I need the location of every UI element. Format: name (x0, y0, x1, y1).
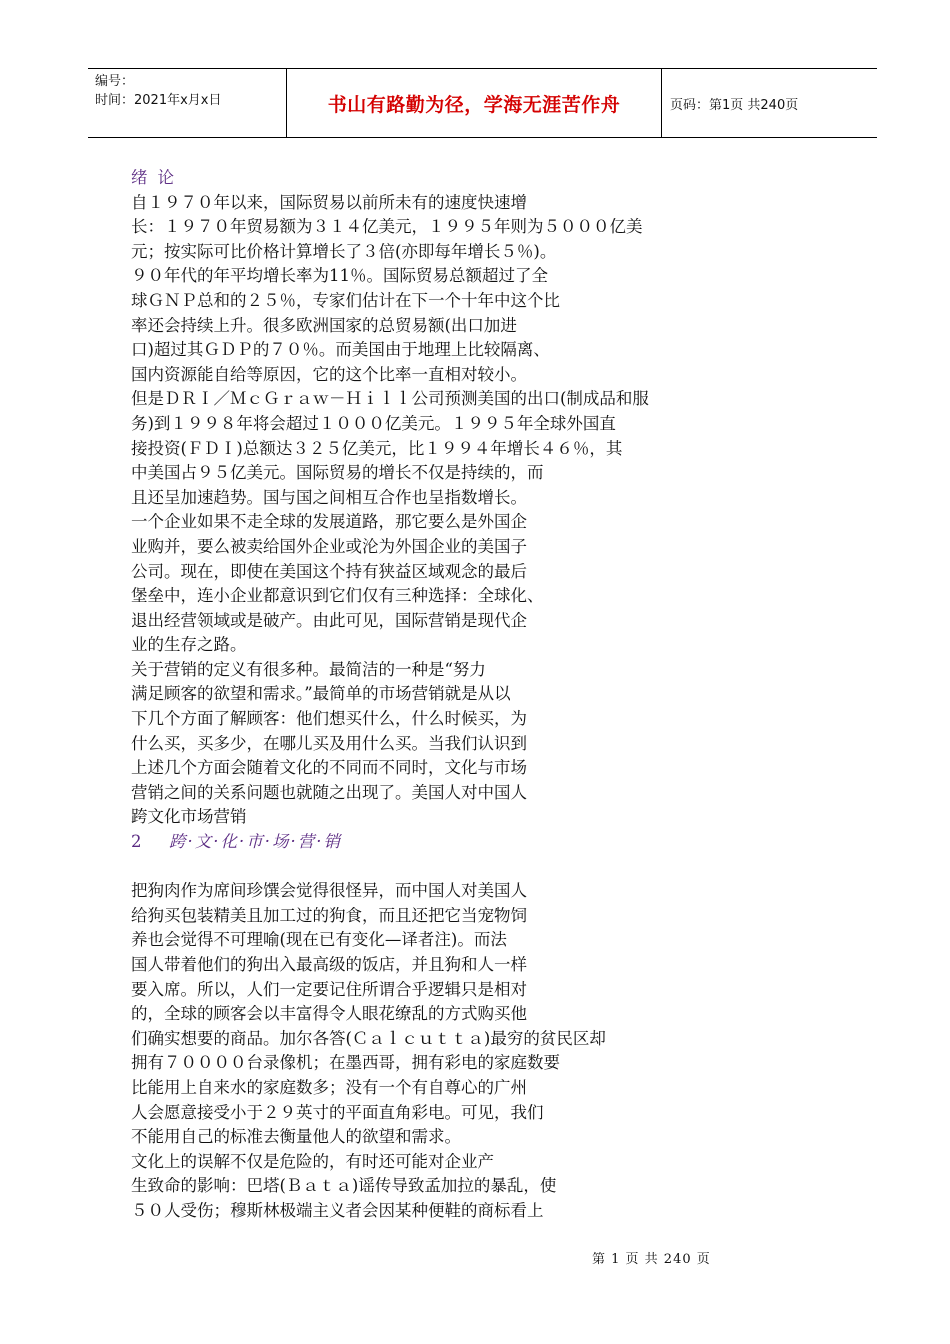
text-line: 比能用上自来水的家庭数多；没有一个有自尊心的广州 (131, 1077, 527, 1097)
page-header (88, 68, 877, 138)
text-line: 跨文化市场营销 (131, 807, 247, 827)
text-line: 国人带着他们的狗出入最高级的饭店，并且狗和人一样 (131, 955, 527, 974)
text-line: 长：１９７０年贸易额为３１４亿美元，１９９５年则为５０００亿美 (131, 217, 643, 237)
text-line: 把狗肉作为席间珍馔会觉得很怪异，而中国人对美国人 (131, 881, 527, 901)
document-body (131, 166, 831, 1224)
text-line: 业购并，要么被卖给国外企业或沦为外国企业的美国子 (131, 536, 527, 556)
blank-line (131, 855, 831, 880)
header-motto: 书山有路勤为径，学海无涯苦作舟 (287, 69, 662, 137)
date-label: 时间：2021年x月x日 (95, 93, 222, 108)
text-line: 堡垒中，连小企业都意识到它们仅有三种选择：全球化、 (131, 586, 544, 606)
text-line: 什么买，买多少，在哪儿买及用什么买。当我们认识到 (131, 733, 527, 753)
text-line: 不能用自己的标准去衡量他人的欲望和需求。 (131, 1127, 461, 1147)
text-line: 文化上的误解不仅是危险的，有时还可能对企业产 (131, 1151, 494, 1171)
text-line: 关于营销的定义有很多种。最简洁的一种是“努力 (131, 659, 486, 679)
header-meta (88, 69, 287, 137)
text-line: 率还会持续上升。很多欧洲国家的总贸易额(出口加进 (131, 315, 517, 335)
text-line: 满足顾客的欲望和需求。”最简单的市场营销就是从以 (131, 684, 511, 704)
text-line: 们确实想要的商品。加尔各答(Ｃａｌｃｕｔｔａ)最穷的贫民区却 (131, 1028, 606, 1048)
text-line: 要入席。所以，人们一定要记住所谓合乎逻辑只是相对 (131, 979, 527, 999)
text-line: 退出经营领域或是破产。由此可见，国际营销是现代企 (131, 610, 527, 630)
section-title: 跨·文·化·市·场·营·销 (169, 832, 342, 852)
text-line: 务)到１９９８年将会超过１０００亿美元。１９９５年全球外国直 (131, 413, 616, 433)
text-line: 一个企业如果不走全球的发展道路，那它要么是外国企 (131, 512, 527, 532)
text-line: 自１９７０年以来，国际贸易以前所未有的速度快速增 (131, 192, 527, 212)
section-number: 2 (131, 832, 144, 852)
text-line: 人会愿意接受小于２９英寸的平面直角彩电。可见，我们 (131, 1102, 544, 1122)
section1-text (131, 191, 831, 830)
text-line: 拥有７００００台录像机；在墨西哥，拥有彩电的家庭数要 (131, 1053, 560, 1073)
text-line: 养也会觉得不可理喻(现在已有变化—译者注)。而法 (131, 930, 507, 950)
text-line: 元；按实际可比价格计算增长了３倍(亦即每年增长５％)。 (131, 241, 557, 261)
text-line: 上述几个方面会随着文化的不同而不同时，文化与市场 (131, 758, 527, 778)
section-heading-2 (131, 830, 831, 855)
text-line: 给狗买包装精美且加工过的狗食，而且还把它当宠物饲 (131, 905, 527, 925)
page-footer: 第 1 页 共 240 页 (592, 1252, 711, 1267)
text-line: ５０人受伤；穆斯林极端主义者会因某种便鞋的商标看上 (131, 1200, 544, 1220)
text-line: 业的生存之路。 (131, 635, 247, 655)
section2-text (131, 879, 831, 1223)
text-line: 国内资源能自给等原因，它的这个比率一直相对较小。 (131, 364, 527, 384)
text-line: ９０年代的年平均增长率为11％。国际贸易总额超过了全 (131, 266, 548, 286)
text-line: 生致命的影响：巴塔(Ｂａｔａ)谣传导致孟加拉的暴乱，使 (131, 1176, 557, 1196)
text-line: 的，全球的顾客会以丰富得令人眼花缭乱的方式购买他 (131, 1004, 527, 1024)
text-line: 接投资(ＦＤＩ)总额达３２５亿美元，比１９９４年增长４６％，其 (131, 438, 623, 458)
text-line: 公司。现在，即使在美国这个持有狭益区域观念的最后 (131, 561, 527, 581)
text-line: 球ＧＮＰ总和的２５％，专家们估计在下一个十年中这个比 (131, 290, 560, 310)
text-line: 下几个方面了解顾客：他们想买什么，什么时候买，为 (131, 709, 527, 729)
text-line: 但是ＤＲＩ／ＭｃＧｒａｗ－Ｈｉｌｌ公司预测美国的出口(制成品和服 (131, 389, 649, 409)
text-line: 且还呈加速趋势。国与国之间相互合作也呈指数增长。 (131, 487, 527, 507)
text-line: 营销之间的关系问题也就随之出现了。美国人对中国人 (131, 782, 527, 802)
header-page-info: 页码：第1页 共240页 (670, 97, 799, 113)
text-line: 中美国占９５亿美元。国际贸易的增长不仅是持续的，而 (131, 463, 544, 483)
text-line: 口)超过其ＧＤＰ的７０％。而美国由于地理上比较隔离、 (131, 340, 550, 360)
code-label: 编号： (95, 74, 135, 89)
section-heading-intro: 绪论 (131, 168, 184, 187)
